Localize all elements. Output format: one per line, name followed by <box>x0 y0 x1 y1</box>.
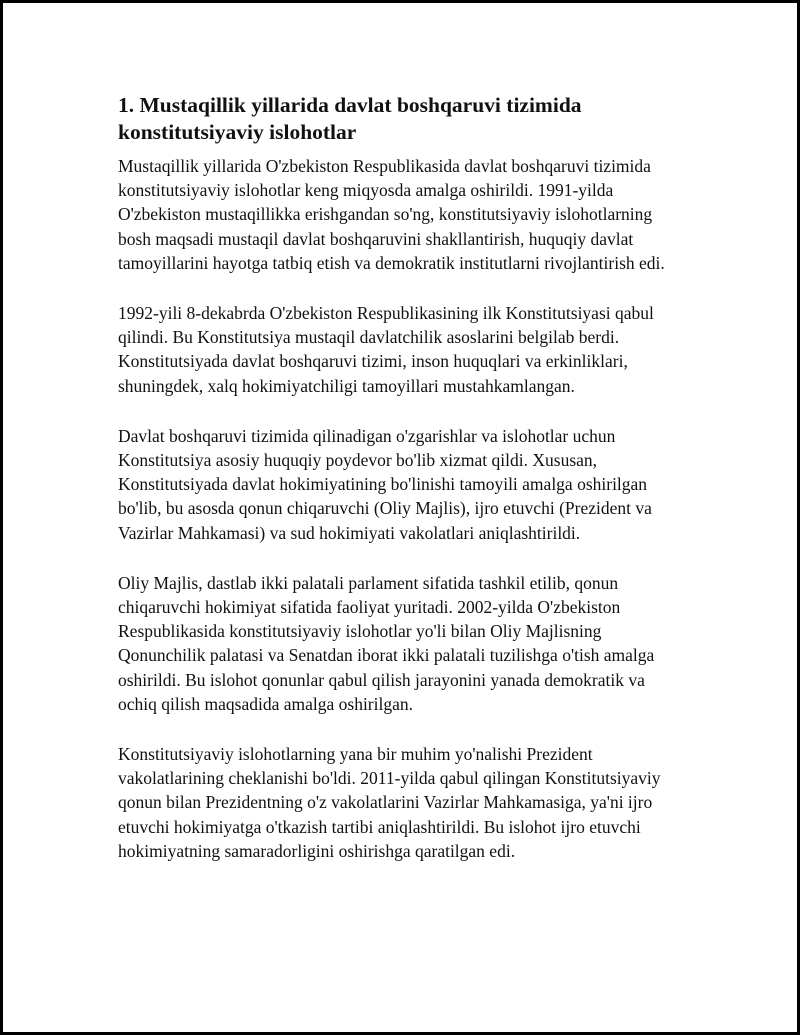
paragraph-2: 1992-yili 8-dekabrda O'zbekiston Respublikasining ilk Konstitutsiyasi qabul qilindi. Bu Konstitutsiya mustaqil davlatchilik asoslarini belgilab berdi. Konstitutsiyada davlat boshqaruvi tizimi, inson huquqlari va erkinliklari, shuningdek, xalq hokimiyatchiligi tamoyillari mustahkamlangan. <box>118 303 654 396</box>
paragraph-1: Mustaqillik yillarida O'zbekiston Respublikasida davlat boshqaruvi tizimida konstitutsiyaviy islohotlar keng miqyosda amalga oshirildi. 1991-yilda O'zbekiston mustaqillikka erishgandan so'ng, konstitutsiyaviy islohotlarning bosh maqsadi mustaqil davlat boshqaruvini shakllantirish, huquqiy davlat tamoyillarini hayotga tatbiq etish va demokratik institutlarni rivojlantirish edi. <box>118 156 665 273</box>
paragraph-5: Konstitutsiyaviy islohotlarning yana bir muhim yo'nalishi Prezident vakolatlarining cheklanishi bo'ldi. 2011-yilda qabul qilingan Konstitutsiyaviy qonun bilan Prezidentning o'z vakolatlarini Vazirlar Mahkamasiga, ya'ni ijro etuvchi hokimiyatga o'tkazish tartibi aniqlashtirildi. Bu islohot ijro etuvchi hokimiyatning samaradorligini oshirishga qaratilgan edi. <box>118 744 661 861</box>
paragraph-3: Davlat boshqaruvi tizimida qilinadigan o'zgarishlar va islohotlar uchun Konstitutsiya asosiy huquqiy poydevor bo'lib xizmat qildi. Xususan, Konstitutsiyada davlat hokimiyatining bo'linishi tamoyili amalga oshirilgan bo'lib, bu asosda qonun chiqaruvchi (Oliy Majlis), ijro etuvchi (Prezident va Vazirlar Mahkamasi) va sud hokimiyati vakolatlari aniqlashtirildi. <box>118 425 652 543</box>
section-heading: 1. Mustaqillik yillarida davlat boshqaruvi tizimida konstitutsiyaviy islohotlar <box>118 93 582 144</box>
paragraph-4: Oliy Majlis, dastlab ikki palatali parlament sifatida tashkil etilib, qonun chiqaruvchi hokimiyat sifatida faoliyat yuritadi. 2002-yilda O'zbekiston Respublikasida konstitutsiyaviy islohotlar yo'li bilan Oliy Majlisning Qonunchilik palatasi va Senatdan iborat ikki palatali tuzilishga o'tish amalga oshirildi. Bu islohot qonunlar qabul qilish jarayonini yanada demokratik va ochiq qilish maqsadida amalga oshirilgan. <box>118 572 655 714</box>
document-body <box>118 92 688 889</box>
